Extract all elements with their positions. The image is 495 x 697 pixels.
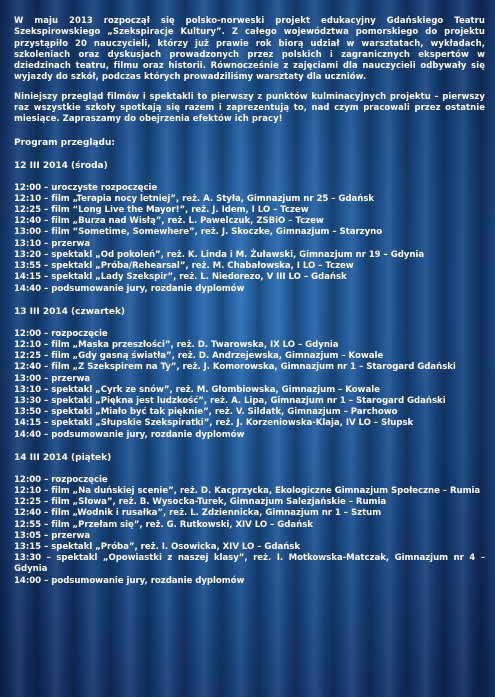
event-item: 14:15 – spektakl „Słupskie Szekspiratki”, reż. J. Korzeniowska-Klaja, IV LO – Słupsk [14,418,414,429]
event-item: 12:10 – film „Maska przeszłości”, reż. D. Twarowska, IX LO – Gdynia [14,339,339,350]
day-title: 14 III 2014 (piątek) [14,452,112,463]
event-item: 12:40 – film „Z Szekspirem na Ty”, reż. J. Komorowska, Gimnazjum nr 1 – Starogard Gdański [14,362,456,373]
event-item: 12:40 – film „Wodnik i rusałka”, reż. L. Zdziennicka, Gimnazjum nr 1 – Sztum [14,508,382,519]
day-section [14,160,485,295]
intro-paragraph-invitation: Niniejszy przegląd filmów i spektakli to pierwszy z punktów kulminacyjnych projektu – pierwszy raz wszystkie szkoły spotkają się razem i zaprezentują to, nad czym pracowali przez ostatnie miesiące. Zapraszamy do obejrzenia efektów ich pracy! [14,90,485,124]
event-item: 12:00 – rozpoczęcie [14,474,108,485]
day-section [14,452,485,587]
event-item: 14:00 – podsumowanie jury, rozdanie dyplomów [14,575,245,586]
event-item: 13:00 – przerwa [14,373,91,384]
event-item: 12:25 – film „Gdy gasną światła”, reż. D. Andrzejewska, Gimnazjum – Kowale [14,351,384,362]
program-title: Program przeglądu: [14,137,115,148]
event-item: 14:40 – podsumowanie jury, rozdanie dyplomów [14,283,245,294]
event-item: 13:10 – spektakl „Cyrk ze snów”, reż. M. Głombiowska, Gimnazjum – Kowale [14,384,380,395]
program-days [14,160,485,587]
event-list [14,475,485,587]
day-section [14,306,485,441]
day-title: 13 III 2014 (czwartek) [14,306,126,317]
event-item: 12:10 – film „Terapia nocy letniej”, reż. A. Styła, Gimnazjum nr 25 – Gdańsk [14,193,375,204]
event-item: 12:10 – film „Na duńskiej scenie”, reż. D. Kacprzycka, Ekologiczne Gimnazjum Społeczne – Rumia [14,485,481,496]
event-item: 12:25 – film “Long Live the Mayor!”, reż. J. Idem, I LO – Tczew [14,205,309,216]
intro-paragraph: W maju 2013 rozpoczął się polsko-norweski projekt edukacyjny Gdańskiego Teatru Szekspirowskiego „Szekspiracje Kultury”. Z całego województwa pomorskiego do projektu przystąpiło 20 nauczycieli, którzy już prawie rok biorą udział w warsztatach, wykładach, szkoleniach oraz dyskusjach prowadzonych przez polskich i zagranicznych ekspertów w dziedzinach teatru, filmu oraz historii. Równocześnie z zajęciami dla nauczycieli odbywały się wyjazdy do szkół, podczas których prowadziliśmy warsztaty dla uczniów. [14,15,485,82]
event-item: 13:50 – spektakl „Miało być tak pięknie”, reż. V. Sildatk, Gimnazjum – Parchowo [14,407,398,418]
event-item: 13:05 – przerwa [14,530,91,541]
event-item: 14:40 – podsumowanie jury, rozdanie dyplomów [14,429,245,440]
event-item: 12:40 – film „Burza nad Wisłą”, reż. L. Pawelczuk, ZSBiO – Tczew [14,216,324,227]
event-list [14,183,485,295]
event-item: 13:10 – przerwa [14,238,91,249]
event-item: 12:00 – uroczyste rozpoczęcie [14,182,158,193]
event-item: 13:30 – spektakl „Piękna jest ludzkość”, reż. A. Lipa, Gimnazjum nr 1 – Starogard Gdański [14,395,446,406]
event-item: 13:15 – spektakl „Próba”, reż. I. Osowicka, XIV LO – Gdańsk [14,541,301,552]
event-list [14,329,485,441]
event-item: 12:55 – film „Przełam się”, reż. G. Rutkowski, XIV LO – Gdańsk [14,519,313,530]
event-item: 12:00 – rozpoczęcie [14,328,108,339]
event-item: 13:20 – spektakl „Od pokoleń”, reż. K. Linda i M. Żuławski, Gimnazjum nr 19 – Gdynia [14,249,425,260]
event-item: 13:55 – spektakl „Próba/Rehearsal”, reż. M. Chabałowska, I LO – Tczew [14,261,354,272]
day-title: 12 III 2014 (środa) [14,160,108,171]
event-item: 13:00 – film “Sometime, Somewhere”, reż. J. Skoczke, Gimnazjum – Starzyno [14,227,383,238]
event-item: 12:25 – film „Słowa”, reż. B. Wysocka-Turek, Gimnazjum Salezjańskie – Rumia [14,497,387,508]
event-item: 14:15 – spektakl „Lady Szekspir”, reż. L. Niedorezo, V III LO – Gdańsk [14,272,347,283]
event-item: 13:30 – spektakl „Opowiastki z naszej klasy”, reż. I. Motkowska-Matczak, Gimnazjum nr 4 – Gdynia [14,553,485,575]
